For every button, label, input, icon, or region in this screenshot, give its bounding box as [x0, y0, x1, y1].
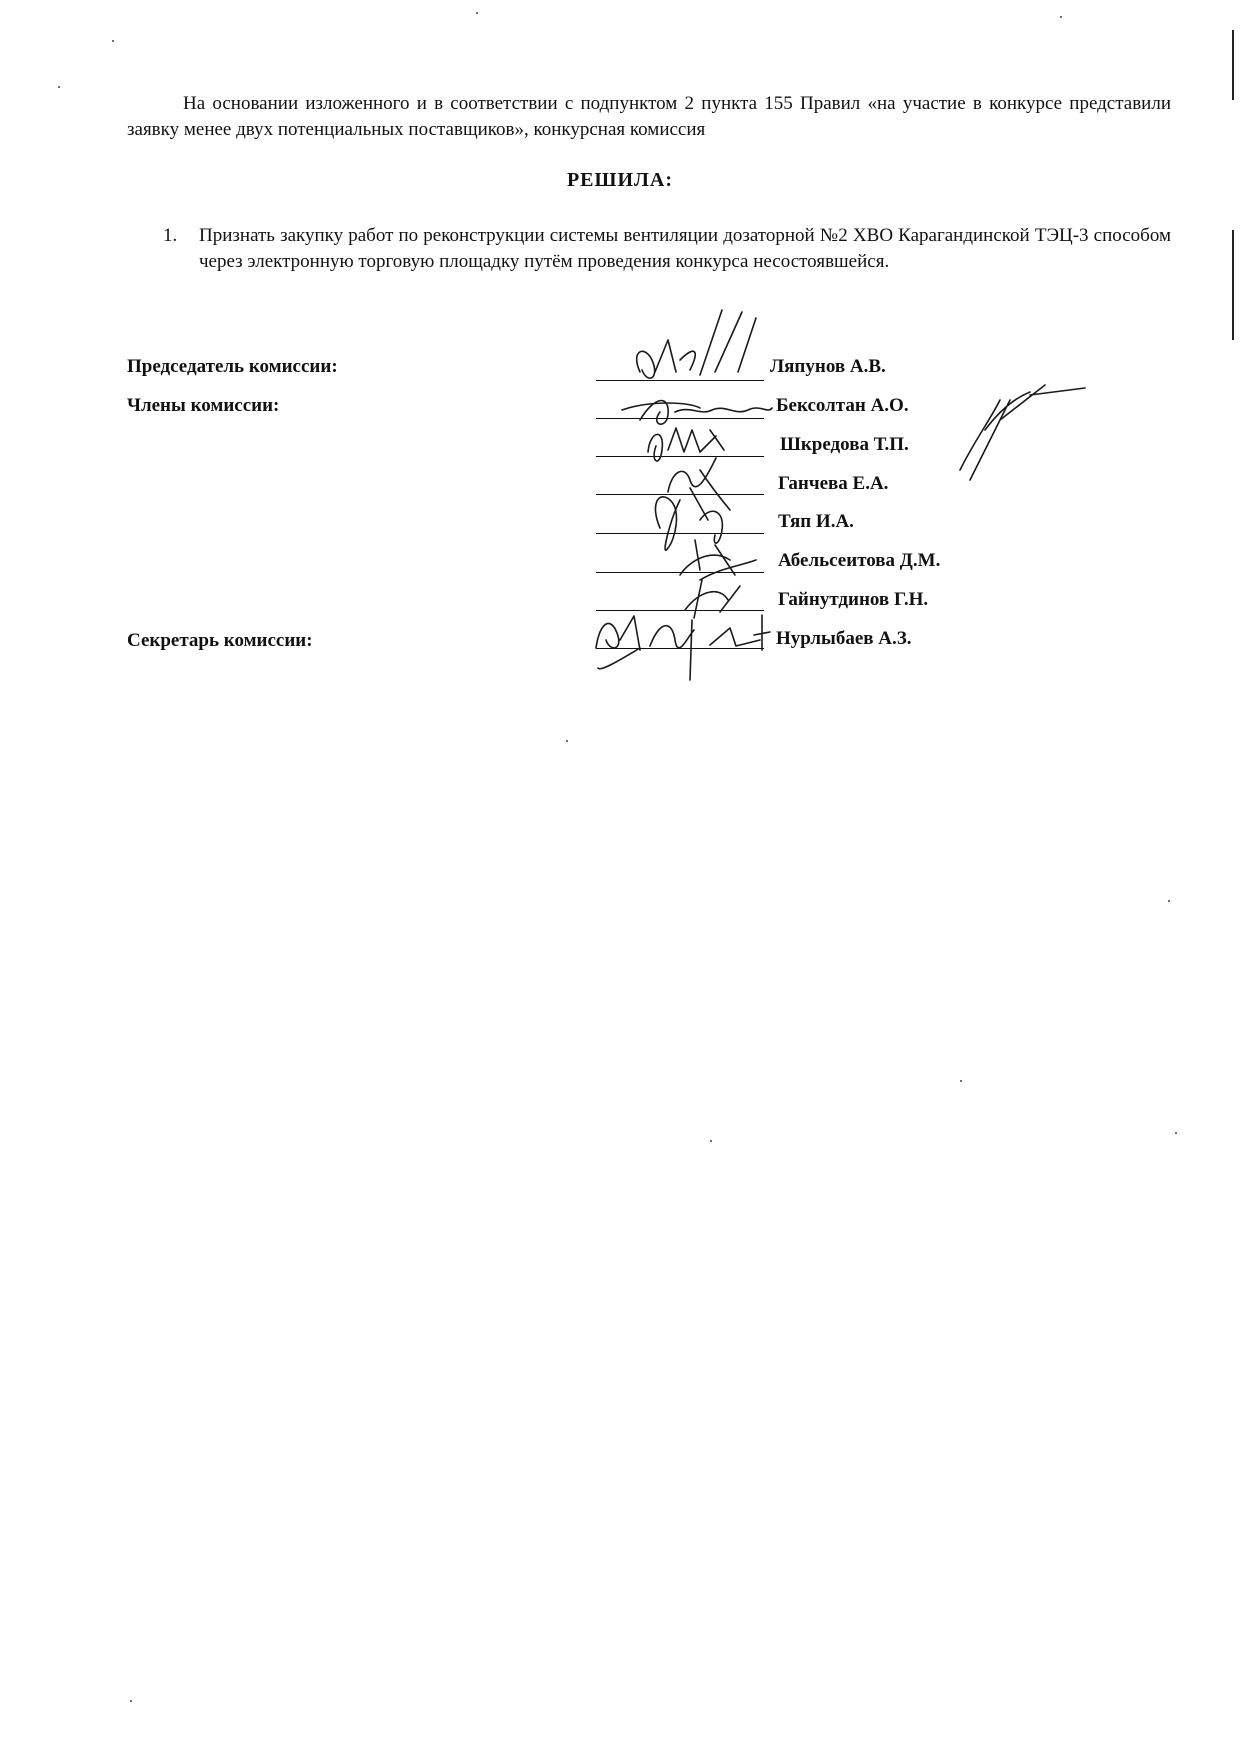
scan-speck	[112, 40, 114, 42]
signature-line	[596, 533, 764, 534]
signatory-name: Тяп И.А.	[778, 511, 854, 532]
signature-lyapunov	[637, 310, 756, 378]
intro-paragraph: На основании изложенного и в соответствии с подпунктом 2 пункта 155 Правил «на участие в конкурсе представили заявку менее двух потенциальных поставщиков», конкурсная комиссия	[127, 93, 1171, 140]
signature-abelseitova	[680, 545, 756, 580]
scan-edge-mark	[1232, 30, 1234, 100]
scan-speck	[476, 12, 478, 14]
secretary-role-label: Секретарь комиссии:	[127, 630, 313, 651]
scan-speck	[1060, 16, 1062, 18]
signature-line	[596, 380, 764, 381]
signature-line	[596, 456, 764, 457]
signatory-name: Абельсеитова Д.М.	[778, 550, 941, 571]
signature-gainutdinov	[685, 580, 740, 618]
signature-extra-margin	[960, 385, 1085, 480]
signature-line	[596, 418, 764, 419]
members-role-label: Члены комиссии:	[127, 395, 280, 416]
signature-beksoltan	[622, 401, 772, 425]
scan-speck	[1175, 1132, 1177, 1134]
chairman-role-label: Председатель комиссии:	[127, 356, 338, 377]
scan-speck	[566, 740, 568, 742]
scan-speck	[710, 1140, 712, 1142]
scan-speck	[960, 1080, 962, 1082]
signature-line	[596, 572, 764, 573]
signatory-name: Шкредова Т.П.	[780, 434, 909, 455]
scan-speck	[1168, 900, 1170, 902]
signatory-name: Ганчева Е.А.	[778, 473, 889, 494]
signature-line	[596, 610, 764, 611]
signature-line	[596, 648, 764, 649]
signatory-name: Нурлыбаев А.З.	[776, 628, 912, 649]
decision-heading: РЕШИЛА:	[566, 169, 674, 191]
scan-speck	[58, 86, 60, 88]
signatory-name: Бексолтан А.О.	[776, 395, 909, 416]
signatory-name: Ляпунов А.В.	[770, 356, 886, 377]
signature-gancheva	[668, 458, 730, 520]
scan-edge-mark	[1232, 230, 1234, 340]
signatory-name: Гайнутдинов Г.Н.	[778, 589, 929, 610]
scan-speck	[130, 1700, 132, 1702]
decision-text: Признать закупку работ по реконструкции системы вентиляции дозаторной №2 ХВО Карагандинской ТЭЦ-3 способом через электронную торговую площадку путём проведения конкурса несостоявшейся.	[199, 225, 1171, 272]
signature-line	[596, 494, 764, 495]
decision-number: 1.	[163, 225, 178, 246]
